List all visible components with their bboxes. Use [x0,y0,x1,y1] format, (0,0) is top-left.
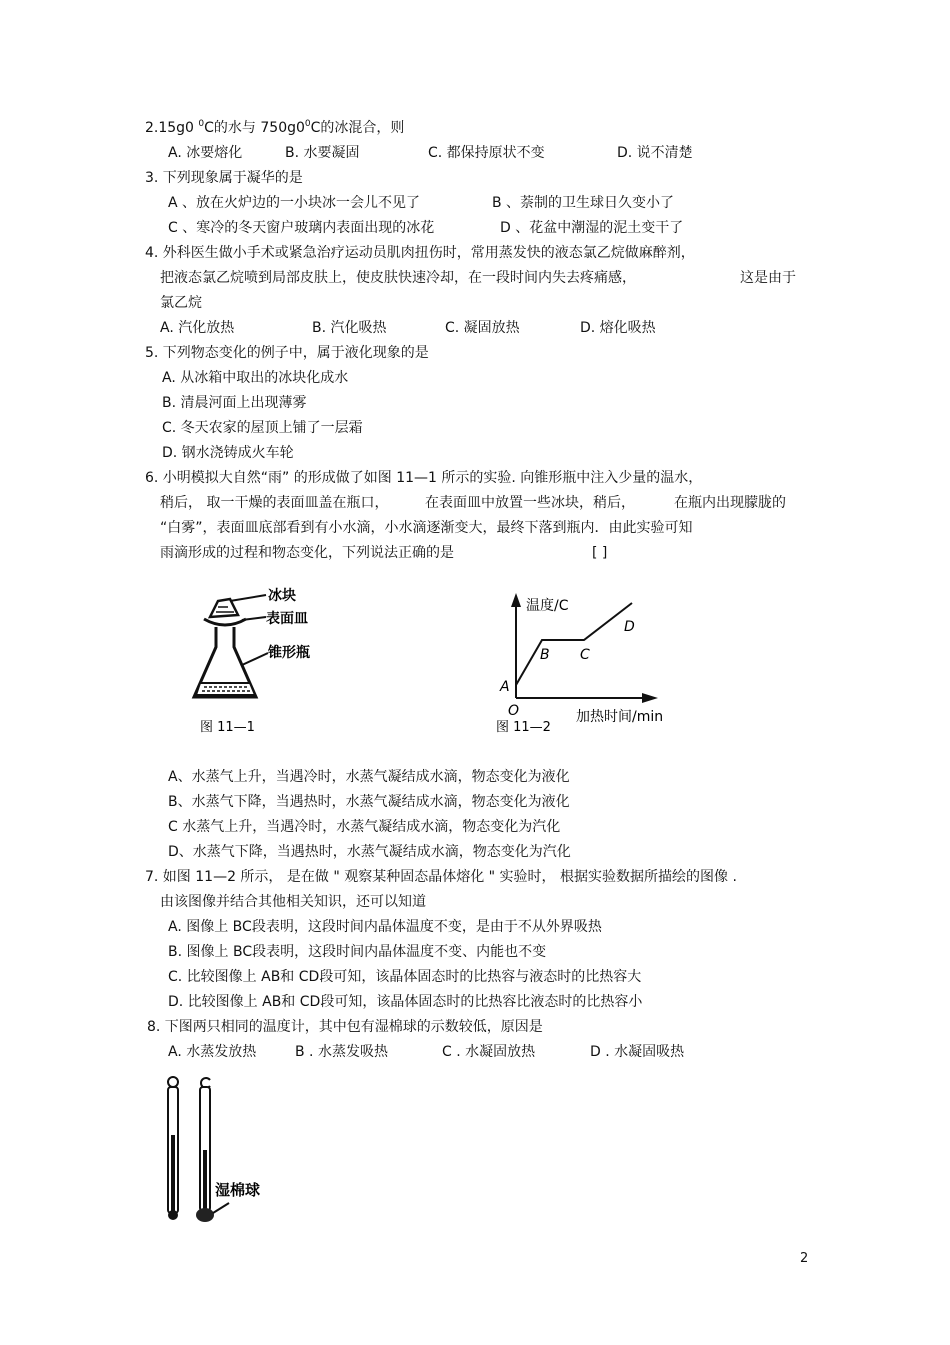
q2-option-d: D. 说不清楚 [617,145,693,161]
wet-cotton-ball-shape [196,1208,214,1222]
graph-x-label: 加热时间/min [576,709,664,725]
graph-point-a: A [500,679,510,695]
warm-water-shape [196,683,255,695]
q3-option-a: A 、放在火炉边的一小块冰一会儿不见了 [168,195,421,211]
q6-line-2c: 在瓶内出现朦胧的 [674,495,786,511]
q7-line-2: 由该图像并结合其他相关知识，还可以知道 [160,894,426,910]
fig1-label-flask: 锥形瓶 [268,645,310,661]
figure-11-1-flask [180,585,340,740]
q7-line-1: 7. 如图 11—2 所示， 是在做 " 观察某种固态晶体熔化 " 实验时， 根据实验数据所描绘的图像 . [145,869,737,885]
graph-y-label: 温度/C [526,598,569,614]
q2-degree-1: 0 [198,119,205,129]
q6-option-a: A、水蒸气上升，当遇冷时，水蒸气凝结成水滴，物态变化为液化 [168,769,570,785]
fig2-caption: 图 11—2 [496,720,551,735]
q8-option-b: B . 水蒸发吸热 [295,1044,388,1060]
q6-option-d: D、水蒸气下降，当遇热时，水蒸气凝结成水滴，物态变化为汽化 [168,844,571,860]
q3-option-c: C 、寒冷的冬天窗户玻璃内表面出现的冰花 [168,220,435,236]
evaporating-dish-shape [204,619,246,625]
melting-curve [516,603,632,685]
q5-option-b: B. 清晨河面上出现薄雾 [162,395,307,411]
q5-option-a: A. 从冰箱中取出的冰块化成水 [162,370,349,386]
q5-option-c: C. 冬天农家的屋顶上铺了一层霜 [162,420,363,436]
q3-option-d: D 、花盆中潮湿的泥土变干了 [500,220,684,236]
q2-stem-mid: C的水与 750g0 [204,120,305,136]
q5-stem: 5. 下列物态变化的例子中，属于液化现象的是 [145,345,429,361]
q4-option-a: A. 汽化放热 [160,320,235,336]
fig1-label-ice: 冰块 [268,588,296,604]
figure-11-2-melting-graph [492,585,682,740]
q4-line-3: 氯乙烷 [160,295,202,311]
q8-option-d: D . 水凝固吸热 [590,1044,685,1060]
q3-option-b: B 、萘制的卫生球日久变小了 [492,195,675,211]
q2-degree-2: 0 [304,119,311,129]
q6-line-2a: 稍后， 取一干燥的表面皿盖在瓶口， [160,495,389,511]
q4-option-b: B. 汽化吸热 [312,320,387,336]
q2-stem-pre: 2.15g0 [145,120,199,136]
q8-option-a: A. 水蒸发放热 [168,1044,257,1060]
fig1-caption: 图 11—1 [200,720,255,735]
q6-line-1: 6. 小明模拟大自然“雨” 的形成做了如图 11—1 所示的实验. 向锥形瓶中注入少量的温水， [145,470,703,486]
fig3-label-wet-cotton: 湿棉球 [215,1181,261,1199]
page-number: 2 [800,1251,809,1266]
graph-point-c: C [580,647,590,663]
q5-option-d: D. 钢水浇铸成火车轮 [162,445,294,461]
q7-option-c: C. 比较图像上 AB和 CD段可知，该晶体固态时的比热容与液态时的比热容大 [168,969,642,985]
q6-answer-bracket: [ ] [592,545,608,561]
q8-stem: 8. 下图两只相同的温度计，其中包有湿棉球的示数较低，原因是 [147,1019,543,1035]
q7-option-a: A. 图像上 BC段表明，这段时间内晶体温度不变，是由于不从外界吸热 [168,919,602,935]
ice-block-shape [210,599,238,617]
figure-thermometers [155,1075,295,1225]
thermometer-wet [196,1078,214,1222]
q4-line-1: 4. 外科医生做小手术或紧急治疗运动员肌肉扭伤时，常用蒸发快的液态氯乙烷做麻醉剂， [145,245,695,261]
q4-line-2: 把液态氯乙烷喷到局部皮肤上，使皮肤快速冷却，在一段时间内失去疼痛感， [160,270,636,286]
q4-option-d: D. 熔化吸热 [580,320,656,336]
q2-option-c: C. 都保持原状不变 [428,145,545,161]
q7-option-d: D. 比较图像上 AB和 CD段可知，该晶体固态时的比热容比液态时的比热容小 [168,994,643,1010]
q6-line-3: “白雾”，表面皿底部看到有小水滴，小水滴逐渐变大，最终下落到瓶内．由此实验可知 [160,520,693,536]
thermometer-dry [168,1077,178,1220]
q4-option-c: C. 凝固放热 [445,320,520,336]
q2-option-b: B. 水要凝固 [285,145,360,161]
q6-line-2b: 在表面皿中放置一些冰块，稍后， [425,495,635,511]
q4-line-2b: 这是由于 [740,270,796,286]
y-axis-arrow-icon [511,593,521,607]
graph-origin-label: O [508,703,520,719]
graph-point-d: D [624,619,635,635]
q2-stem [145,118,404,138]
q7-option-b: B. 图像上 BC段表明，这段时间内晶体温度不变、内能也不变 [168,944,547,960]
q6-line-4: 雨滴形成的过程和物态变化，下列说法正确的是 [160,545,454,561]
q6-option-c: C 水蒸气上升，当遇冷时，水蒸气凝结成水滴，物态变化为汽化 [168,819,561,835]
graph-point-b: B [540,647,550,663]
x-axis-arrow-icon [642,693,658,703]
q2-option-a: A. 冰要熔化 [168,145,243,161]
q6-option-b: B、水蒸气下降，当遇热时，水蒸气凝结成水滴，物态变化为液化 [168,794,570,810]
q3-stem: 3. 下列现象属于凝华的是 [145,170,303,186]
fig1-label-dish: 表面皿 [266,611,308,627]
q2-stem-post: C的冰混合，则 [310,120,405,136]
q8-option-c: C . 水凝固放热 [442,1044,536,1060]
